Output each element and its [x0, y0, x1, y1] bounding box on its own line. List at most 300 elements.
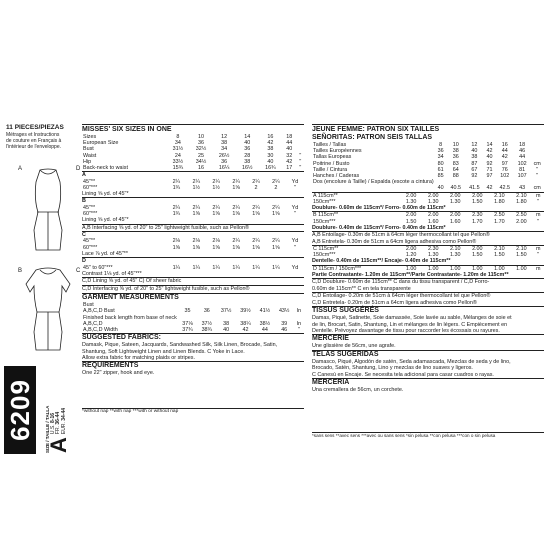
row-label: Waist: [83, 152, 97, 159]
table-cell: 40: [267, 158, 274, 165]
row-label: B 115cm**: [313, 212, 339, 219]
table-cell: 1.50: [516, 252, 527, 259]
row-label: 150cm***: [313, 198, 336, 205]
figure-label-c: C: [76, 268, 81, 274]
row-label: Poitrine / Busto: [313, 160, 350, 167]
table-cell: 43½: [278, 308, 290, 315]
table-cell: 36: [437, 148, 444, 155]
foreign-column: [312, 124, 544, 393]
row-label: Taille / Cintura: [313, 166, 348, 173]
table-cell: 12: [221, 134, 228, 140]
table-cell: 2.00: [405, 192, 417, 199]
table-cell: 42.5: [499, 185, 510, 192]
unit-cell: m: [535, 212, 541, 219]
row-label: Tallas Europeas: [313, 154, 352, 161]
spanish-merceria-header: MERCERIA: [312, 378, 544, 387]
table-cell: 1¼: [252, 264, 260, 271]
table-cell: 2¼: [232, 238, 240, 245]
unit-cell: m: [535, 192, 541, 199]
spanish-fabrics-line: C Canesú en Encaje. Se necesita tela adicional para casar cuadros o rayas.: [312, 371, 494, 378]
table-cell: 38: [452, 148, 459, 155]
foreign-interfacing-ab: A,B Entretela- 0.30m de 51cm a 64cm ligera adhesiva como Pellon®: [312, 238, 477, 245]
table-cell: 1.30: [405, 198, 417, 205]
table-cell: 1½: [192, 184, 200, 191]
table-cell: 40: [486, 154, 493, 161]
row-label: 60"***: [83, 211, 98, 218]
french-fabrics-line: de lin, Brocart, Satin, Shantung, Lin et mélanges de lin légers. C Empiècement en: [312, 321, 508, 328]
foreign-contrast-d: Partie Contrastante- 1.20m de 115cm**/Parte Contrastante- 1.20m de 115cm**: [312, 272, 509, 279]
row-label: Hanches / Caderas: [313, 173, 360, 180]
unit-cell: In: [296, 308, 302, 315]
table-cell: 18: [519, 142, 526, 148]
unit-cell: Yd: [291, 238, 299, 245]
unit-cell: ": [299, 152, 302, 159]
garment-measurements-table: [82, 302, 304, 333]
table-cell: 2.10: [450, 246, 461, 253]
table-cell: 2¼: [272, 178, 280, 185]
table-cell: 1⅝: [252, 244, 260, 251]
table-cell: 1¼: [232, 264, 240, 271]
suggested-fabrics-line: Allow extra fabric for matching plaids or stripes.: [82, 354, 195, 361]
french-fabrics-line: Damas, Piqué, Satinette, Soie damassée, Soie lavée au sable, Mélanges de soie et: [312, 315, 512, 322]
table-cell: 80: [437, 160, 444, 167]
french-header: JEUNE FEMME: PATRON SIX TAILLES: [312, 124, 544, 134]
table-cell: 42: [486, 185, 493, 192]
eu-label: EUR.: [60, 422, 67, 435]
table-cell: 2¼: [212, 178, 220, 185]
table-cell: 46: [519, 148, 526, 155]
table-cell: 1.80: [516, 198, 527, 205]
view-a-label: A: [82, 172, 86, 179]
row-label: 45"**: [83, 178, 96, 185]
table-cell: 1.70: [494, 218, 505, 225]
table-cell: 31½: [172, 146, 184, 153]
requirements-text: One 22" zipper, hook and eye.: [82, 370, 155, 377]
table-cell: 1.30: [427, 252, 439, 259]
fr-range: 36-44: [55, 411, 62, 425]
unit-cell: Yd: [291, 204, 299, 211]
eu-range: 34-44: [60, 407, 67, 421]
table-cell: 10: [452, 142, 459, 148]
row-label: 60"***: [83, 184, 98, 191]
table-cell: 1.60: [450, 218, 461, 225]
suggested-fabrics-header: SUGGESTED FABRICS:: [82, 333, 304, 342]
us-range: 8-16: [49, 412, 56, 423]
table-cell: 32: [286, 152, 293, 159]
english-lining-cd: C,D Lining ⅝ yd. of 45" C) Of sheer fabric: [82, 277, 304, 284]
suggested-fabrics-line: Damask, Pique, Sateen, Jacquards, Sandwashed Silk, Silk Linen, Brocade, Satin,: [82, 342, 278, 349]
foreign-lining-cd: C,D Doublure- 0.60m de 115cm** C dans du tissu transparent / C,D Forro-: [312, 278, 544, 285]
french-fabrics-header: TISSUS SUGGÉRÉS: [312, 306, 544, 315]
table-cell: 40: [437, 185, 444, 192]
table-cell: 40: [244, 140, 251, 147]
table-cell: 2.10: [494, 246, 505, 253]
table-cell: 2⅛: [212, 238, 220, 245]
table-cell: 1¾: [172, 184, 181, 191]
table-cell: 2.00: [427, 212, 439, 219]
table-cell: 2¼: [252, 238, 260, 245]
table-cell: 2.50: [516, 212, 527, 219]
table-cell: 1.00: [427, 265, 439, 272]
table-cell: 44: [501, 148, 508, 155]
foreign-lining-b: Doublure- 0.40m de 115cm*/ Forro- 0.40m de 115cm*: [312, 224, 446, 231]
table-cell: 102: [500, 173, 510, 180]
table-cell: 97: [501, 160, 508, 167]
table-cell: 41.5: [469, 185, 480, 192]
foreign-size-table: [312, 142, 544, 192]
table-cell: 16¼: [218, 165, 230, 172]
english-column: [82, 124, 304, 377]
unit-cell: ": [536, 173, 539, 180]
row-label: D 115cm / 150cm***: [313, 265, 362, 272]
unit-cell: cm: [533, 160, 541, 167]
french-fabrics-line: Dentelle. Prévoyez davantage de tissu pour raccorder les écossais ou rayures.: [312, 327, 500, 334]
row-label: 45" to 60"***: [83, 264, 113, 271]
row-label: 150cm***: [313, 252, 336, 259]
table-cell: 25: [198, 152, 205, 159]
table-cell: 1.30: [450, 252, 461, 259]
spanish-merceria-text: Una cremallera de 56cm, un corchete.: [312, 386, 404, 393]
table-cell: 15¾: [172, 165, 184, 172]
unit-cell: ": [299, 158, 302, 165]
size-panel: [38, 366, 70, 454]
english-view-b-table: [82, 205, 304, 217]
row-label: A 115cm**: [313, 192, 338, 199]
table-cell: 2¼: [232, 178, 240, 185]
pieces-count: 11: [6, 124, 13, 131]
table-cell: 37¾: [182, 326, 193, 333]
figure-label-a: A: [18, 166, 23, 172]
table-cell: 1¼: [192, 264, 200, 271]
table-cell: 88: [452, 173, 459, 180]
table-cell: 44: [286, 140, 293, 147]
table-cell: 38¾: [201, 326, 213, 333]
english-view-c-table: [82, 238, 304, 250]
table-cell: 1⅝: [212, 211, 220, 218]
english-size-table: [82, 134, 304, 171]
table-cell: 1⅝: [192, 211, 200, 218]
english-interfacing-cd: C,D Interfacing ⅝ yd. of 20" to 25" lightweight fusible, such as Pellon®: [82, 285, 304, 292]
table-cell: 2.10: [516, 246, 527, 253]
table-cell: 2⅛: [172, 238, 181, 245]
table-cell: 37½: [220, 308, 232, 315]
table-cell: 34: [174, 140, 181, 147]
table-cell: 1.80: [494, 198, 505, 205]
unit-cell: ": [297, 326, 300, 333]
table-cell: 38: [221, 140, 228, 147]
table-cell: 36: [452, 154, 459, 161]
table-cell: 34½: [195, 158, 207, 165]
table-cell: 107: [517, 173, 527, 180]
table-cell: 67: [471, 166, 478, 173]
size-letter: A: [46, 437, 71, 453]
foreign-lining-a: Doublure- 0.60m de 115cm*/ Forro- 0.60m de 115cm*: [312, 205, 446, 212]
table-cell: 64: [452, 166, 459, 173]
row-label: Finished back length from base of neck: [83, 314, 177, 321]
table-cell: 2.30: [472, 212, 483, 219]
pieces-title: PIECES/PIEZAS: [14, 124, 64, 131]
row-label: Back-neck to waist: [83, 165, 128, 172]
table-cell: 34: [221, 146, 228, 153]
spanish-header: SEÑORITAS: PATRON SEIS TALLAS: [312, 134, 433, 141]
table-cell: 1¼: [272, 264, 280, 271]
row-label: Bust: [83, 302, 94, 309]
table-cell: 1⅝: [232, 184, 240, 191]
table-cell: 16½: [241, 165, 253, 172]
table-cell: 1⅝: [272, 211, 280, 218]
unit-cell: cm: [533, 185, 541, 192]
foreign-view-a-table: [312, 193, 544, 205]
row-label: A,B,C,D: [83, 320, 103, 327]
table-cell: 1.50: [494, 252, 505, 259]
table-cell: 2.00: [405, 212, 417, 219]
unit-cell: ": [293, 211, 296, 218]
table-cell: 30: [267, 152, 274, 159]
table-cell: 2.10: [494, 192, 505, 199]
figure-label-b: B: [18, 268, 23, 274]
table-cell: 44: [261, 326, 268, 333]
table-cell: 46: [281, 326, 288, 333]
row-label: Tailles / Tallas: [313, 142, 347, 148]
foreign-view-b-table: [312, 212, 544, 224]
table-cell: 2⅛: [192, 238, 200, 245]
table-cell: 37⅛: [182, 320, 193, 327]
table-cell: 28: [244, 152, 251, 159]
english-lining-b: Lining ⅝ yd. of 45"*: [82, 217, 129, 224]
table-cell: 2¼: [252, 178, 260, 185]
garment-measurements-header: GARMENT MEASUREMENTS: [82, 293, 304, 302]
row-label: 45"**: [83, 204, 96, 211]
table-cell: 2¼: [252, 204, 260, 211]
table-cell: 97: [486, 173, 493, 180]
french-mercerie-text: Une glissière de 56cm, une agrafe.: [312, 343, 396, 350]
row-label: Hip: [83, 158, 92, 165]
table-cell: 1⅝: [232, 244, 240, 251]
table-cell: 35: [184, 308, 191, 315]
table-cell: 10: [198, 134, 205, 140]
table-cell: 40: [471, 148, 478, 155]
table-cell: 44: [519, 154, 526, 161]
english-header: MISSES' SIX SIZES IN ONE: [82, 124, 304, 134]
unit-cell: ": [293, 184, 296, 191]
table-cell: 1¼: [212, 264, 220, 271]
table-cell: 42: [486, 148, 493, 155]
table-cell: 76: [501, 166, 508, 173]
table-cell: 92: [471, 173, 478, 180]
table-cell: 42: [501, 154, 508, 161]
table-cell: 24: [174, 152, 181, 159]
table-cell: 26½: [218, 152, 230, 159]
row-label: 150cm***: [313, 218, 336, 225]
table-cell: 92: [486, 160, 493, 167]
table-cell: 16: [198, 165, 205, 172]
table-cell: 1.00: [472, 265, 483, 272]
table-cell: 1⅝: [192, 244, 200, 251]
table-cell: 2.00: [427, 192, 439, 199]
table-cell: 1.50: [405, 218, 417, 225]
table-cell: 1½: [212, 184, 220, 191]
pieces-block: [6, 124, 72, 150]
table-cell: 42: [242, 326, 249, 333]
table-cell: 1⅝: [272, 244, 280, 251]
table-cell: 38¼: [240, 320, 251, 327]
table-cell: 87: [471, 160, 478, 167]
english-lace-c: Lace ⅞ yd. of 45"**: [82, 250, 128, 257]
unit-cell: ": [293, 244, 296, 251]
row-label: C 115cm**: [313, 246, 339, 253]
table-cell: 1.00: [516, 265, 527, 272]
table-cell: 42: [286, 158, 293, 165]
table-cell: 2.00: [516, 218, 527, 225]
table-cell: 2¼: [172, 204, 181, 211]
table-cell: 38: [223, 320, 230, 327]
table-cell: 14: [244, 134, 251, 140]
pieces-note-line: de couture en Français à: [6, 138, 62, 144]
table-cell: 1.00: [405, 265, 417, 272]
table-cell: 14: [486, 142, 493, 148]
table-cell: 1.70: [472, 218, 483, 225]
table-cell: 2: [274, 184, 278, 191]
foreign-interfacing-cd: C,D Entoilage- 0.20m de 51cm à 64cm léger thermocollant tel que Pellon®: [312, 292, 544, 299]
english-contrast-d: Contrast 1⅛ yd. of 45"***: [82, 270, 142, 277]
table-cell: 42: [267, 140, 274, 147]
table-cell: 2¼: [272, 238, 280, 245]
row-label: Tailles Européennes: [313, 148, 362, 155]
foreign-interfacing-ab: A,B Entoilage- 0.30m de 51cm à 64cm léger thermocollant tel que Pellon®: [312, 231, 544, 238]
row-label: Sizes: [83, 134, 97, 140]
us-label: U.S.: [49, 424, 56, 435]
pieces-note-line: Métrages et Instructions: [6, 132, 60, 138]
size-label: SIZE / TAILLE / TALLA: [45, 405, 50, 453]
table-cell: 1⅝: [172, 244, 181, 251]
pieces-note-line: l'intérieur de l'enveloppe.: [6, 144, 61, 150]
table-cell: 32½: [195, 146, 207, 153]
table-cell: 2¼: [272, 204, 280, 211]
table-cell: 71: [486, 166, 493, 173]
table-cell: 2.00: [450, 192, 461, 199]
table-cell: 38: [267, 146, 274, 153]
table-cell: 1⅝: [212, 244, 220, 251]
table-cell: 1.50: [472, 252, 483, 259]
table-cell: 2¼: [192, 204, 200, 211]
unit-cell: ": [537, 252, 540, 259]
table-cell: 43: [519, 185, 526, 192]
table-cell: 1¾: [172, 211, 181, 218]
unit-cell: Yd: [291, 178, 299, 185]
foreign-footnote: *sans sens **avec sens ***avec ou sans sens *sin pelusa **con pelusa ***con o sin pelusa: [312, 432, 544, 439]
unit-cell: Yd: [291, 264, 299, 271]
row-label: A,B,C,D Width: [83, 326, 118, 333]
requirements-header: REQUIREMENTS: [82, 361, 304, 370]
table-cell: 36: [198, 140, 205, 147]
english-footnote: *without nap **with nap ***with or without nap: [82, 408, 304, 415]
row-label: European Size: [83, 140, 119, 147]
table-cell: 2.30: [427, 246, 439, 253]
table-cell: 2.00: [472, 192, 483, 199]
pattern-number-block: [4, 366, 36, 454]
table-cell: 40: [286, 146, 293, 153]
english-view-a-table: [82, 179, 304, 191]
table-cell: 16: [267, 134, 274, 140]
foreign-lace-c: Dentelle- 0.40m de 115cm**/ Encaje- 0.40m de 115cm**: [312, 258, 451, 265]
table-cell: 1.30: [450, 198, 461, 205]
table-cell: 12: [471, 142, 478, 148]
spanish-fabrics-line: Brocado, Satén, Shantung, Lino y mezclas de lino suaves y ligeros.: [312, 365, 473, 372]
row-label: 60"***: [83, 244, 98, 251]
table-cell: 1⅝: [232, 211, 240, 218]
table-cell: 40.5: [450, 185, 462, 192]
table-cell: 2¼: [232, 204, 240, 211]
view-c-label: C: [82, 232, 86, 239]
table-cell: 2¼: [192, 178, 200, 185]
unit-cell: m: [535, 265, 541, 272]
table-cell: 36: [221, 158, 228, 165]
table-cell: 61: [437, 166, 444, 173]
table-cell: 39½: [240, 308, 251, 315]
table-cell: 38: [244, 158, 251, 165]
foreign-interfacing-cd: C,D Entretela- 0.20m de 51cm a 64cm ligera adhesiva como Pellon®: [312, 299, 477, 306]
french-mercerie-header: MERCERIE: [312, 334, 544, 343]
table-cell: 81: [519, 166, 526, 173]
table-cell: 1.60: [427, 218, 439, 225]
unit-cell: ": [537, 218, 540, 225]
spanish-fabrics-header: TELAS SUGERIDAS: [312, 350, 544, 359]
table-cell: 38: [471, 154, 478, 161]
fr-label: FR.: [55, 426, 62, 435]
suggested-fabrics-line: Shantung, Soft Lightweight Linen and Linen Blends. C Yoke in Lace.: [82, 348, 245, 355]
table-cell: 1.00: [450, 265, 461, 272]
table-cell: 37½: [201, 320, 213, 327]
table-cell: 36: [244, 146, 251, 153]
table-cell: 83: [452, 160, 459, 167]
figure-label-d: D: [76, 166, 81, 172]
view-b-label: B: [82, 198, 86, 205]
table-cell: 102: [517, 160, 527, 167]
table-cell: 2.00: [450, 212, 461, 219]
table-cell: 33½: [172, 158, 184, 165]
table-cell: 2.00: [472, 246, 483, 253]
table-cell: 85: [437, 173, 444, 180]
unit-cell: In: [296, 320, 302, 327]
row-label: A,B,C,D Bust: [83, 308, 115, 315]
unit-cell: ": [536, 166, 539, 173]
row-label: Dos (encolure à Taille) / Espalda (escote a cintura): [313, 179, 434, 186]
table-cell: 2¼: [172, 178, 181, 185]
table-cell: 2.00: [405, 246, 417, 253]
table-cell: 1.30: [427, 198, 439, 205]
table-cell: 36: [203, 308, 210, 315]
table-cell: 8: [439, 142, 443, 148]
table-cell: 2¼: [212, 204, 220, 211]
table-cell: 39: [281, 320, 288, 327]
spanish-fabrics-line: Damasco, Piqué, Algodón de satén, Seda adamascada, Mezclas de seda y de lino,: [312, 358, 511, 365]
table-cell: 1⅝: [252, 211, 260, 218]
table-cell: 2: [254, 184, 258, 191]
english-interfacing-ab: A,B Interfacing ⅝ yd. of 20" to 25" lightweight fusible, such as Pellon®: [82, 224, 304, 231]
table-cell: 1¼: [172, 264, 181, 271]
table-cell: 1.00: [494, 265, 505, 272]
table-cell: 18: [286, 134, 293, 140]
table-cell: 38½: [259, 320, 271, 327]
foreign-lining-cd: 0.60m de 115cm** C en tela transparente: [312, 285, 411, 292]
pattern-number: 6209: [5, 379, 35, 441]
table-cell: 34: [437, 154, 444, 161]
table-cell: 17: [286, 165, 293, 172]
row-label: Bust: [83, 146, 94, 153]
unit-cell: ": [299, 165, 302, 172]
row-label: 45"**: [83, 238, 96, 245]
table-cell: 1.20: [405, 252, 417, 259]
